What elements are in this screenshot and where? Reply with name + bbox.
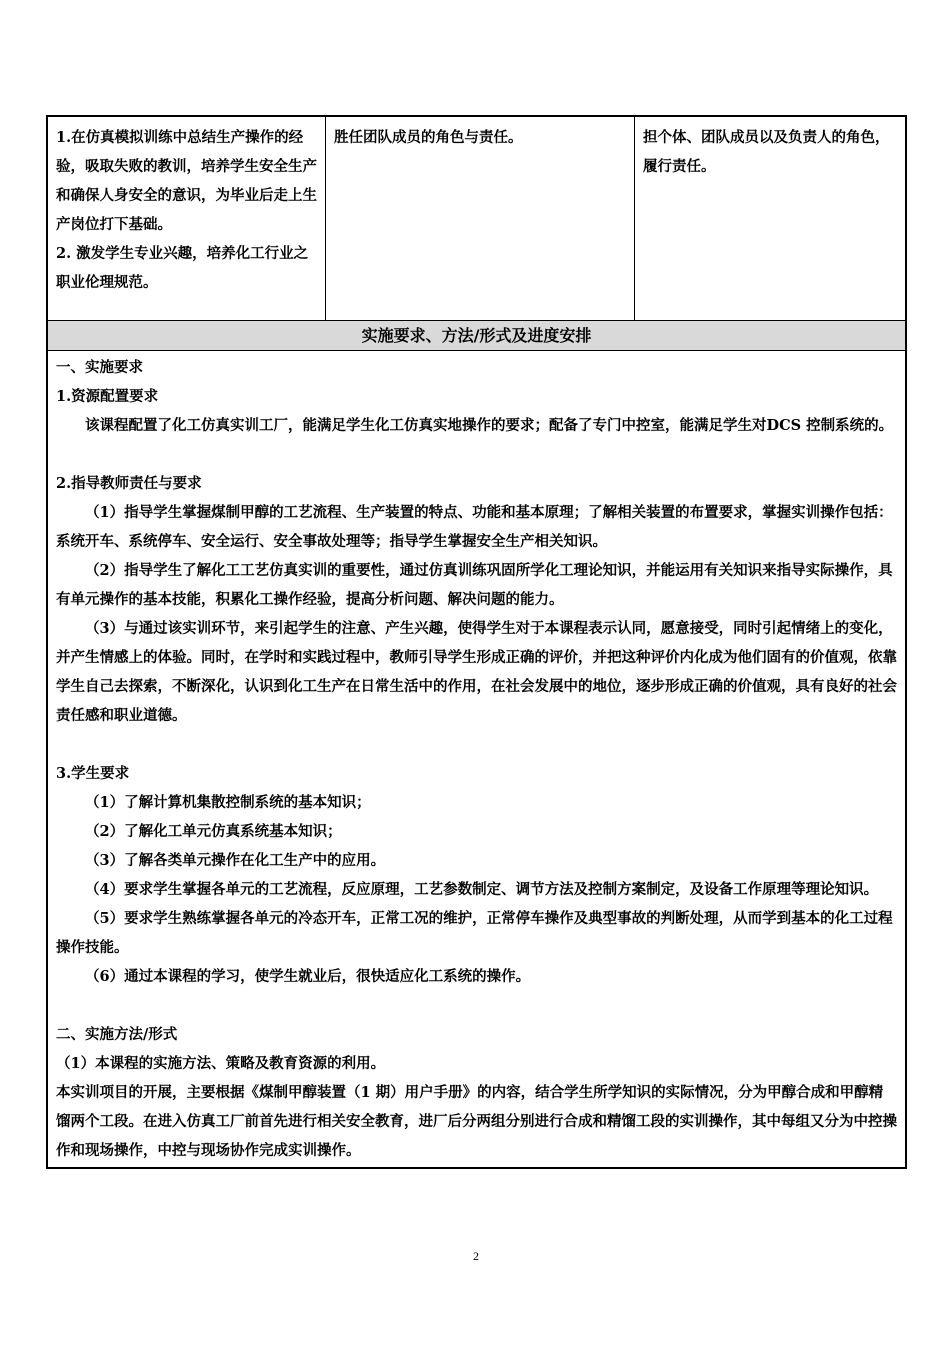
subheading-student: 3.学生要求	[56, 765, 130, 782]
student-item: （5）要求学生熟练掌握各单元的冷态开车，正常工况的维护，正常停车操作及典型事故的判断处理，从而学到基本的化工过程操作技能。	[56, 910, 893, 956]
student-item: （6）通过本课程的学习，使学生就业后，很快适应化工系统的操作。	[85, 968, 531, 985]
teacher-item: （3）与通过该实训环节，来引起学生的注意、产生兴趣，使得学生对于本课程表示认同，愿意接受，同时引起情绪上的变化，并产生情感上的体验。同时，在学时和实践过程中，教师引导学生形成正确的评价，并把这种评价内化成为他们固有的价值观，依靠学生自己去探索，不断深化，认识到化工生产在日常生活中的作用，在社会发展中的地位，逐步形成正确的价值观，具有良好的社会责任感和职业道德。	[56, 620, 897, 724]
subheading-resources: 1.资源配置要求	[56, 388, 159, 405]
objectives-col-3: 担个体、团队成员以及负责人的角色，履行责任。	[643, 129, 890, 175]
methods-subtitle: （1）本课程的实施方法、策略及教育资源的利用。	[56, 1055, 386, 1072]
student-item: （2）了解化工单元仿真系统基本知识；	[85, 823, 342, 840]
document-table	[46, 115, 907, 1169]
objectives-col-1	[48, 117, 326, 320]
methods-text: 本实训项目的开展，主要根据《煤制甲醇装置（1 期）用户手册》的内容，结合学生所学知识的实际情况，分为甲醇合成和甲醇精馏两个工段。在进入仿真工厂前首先进行相关安全教育，进厂后分两组分别进行合成和精馏工段的实训操作，其中每组又分为中控操作和现场操作，中控与现场协作完成实训操作。	[56, 1084, 897, 1159]
student-item: （1）了解计算机集散控制系统的基本知识；	[85, 794, 371, 811]
student-item: （4）要求学生掌握各单元的工艺流程，反应原理，工艺参数制定、调节方法及控制方案制定，及设备工作原理等理论知识。	[85, 881, 879, 898]
objective-1: 1.在仿真模拟训练中总结生产操作的经验，吸取失败的教训，培养学生安全生产和确保人身安全的意识，为毕业后走上生产岗位打下基础。	[56, 129, 317, 233]
section-title: 实施要求、方法/形式及进度安排	[48, 321, 905, 351]
objectives-col-2: 胜任团队成员的角色与责任。	[326, 117, 635, 320]
heading-requirements: 一、实施要求	[56, 359, 143, 376]
teacher-item: （2）指导学生了解化工工艺仿真实训的重要性，通过仿真训练巩固所学化工理论知识，并能运用有关知识来指导实际操作，具有单元操作的基本技能，积累化工操作经验，提高分析问题、解决问题的能力。	[56, 562, 893, 608]
student-item: （3）了解各类单元操作在化工生产中的应用。	[85, 852, 386, 869]
resources-text: 该课程配置了化工仿真实训工厂，能满足学生化工仿真实地操作的要求；配备了专门中控室，能满足学生对DCS 控制系统的。	[85, 417, 894, 434]
objective-2: 2. 激发学生专业兴趣，培养化工行业之职业伦理规范。	[56, 245, 309, 291]
teacher-item: （1）指导学生掌握煤制甲醇的工艺流程、生产装置的特点、功能和基本原理；了解相关装置的布置要求，掌握实训操作包括：系统开车、系统停车、安全运行、安全事故处理等；指导学生掌握安全生产相关知识。	[56, 504, 893, 550]
page-number: 2	[473, 1249, 479, 1263]
section-body	[48, 351, 905, 1167]
subheading-teacher: 2.指导教师责任与要求	[56, 475, 202, 492]
heading-methods: 二、实施方法/形式	[56, 1026, 178, 1043]
objectives-row	[48, 117, 905, 321]
